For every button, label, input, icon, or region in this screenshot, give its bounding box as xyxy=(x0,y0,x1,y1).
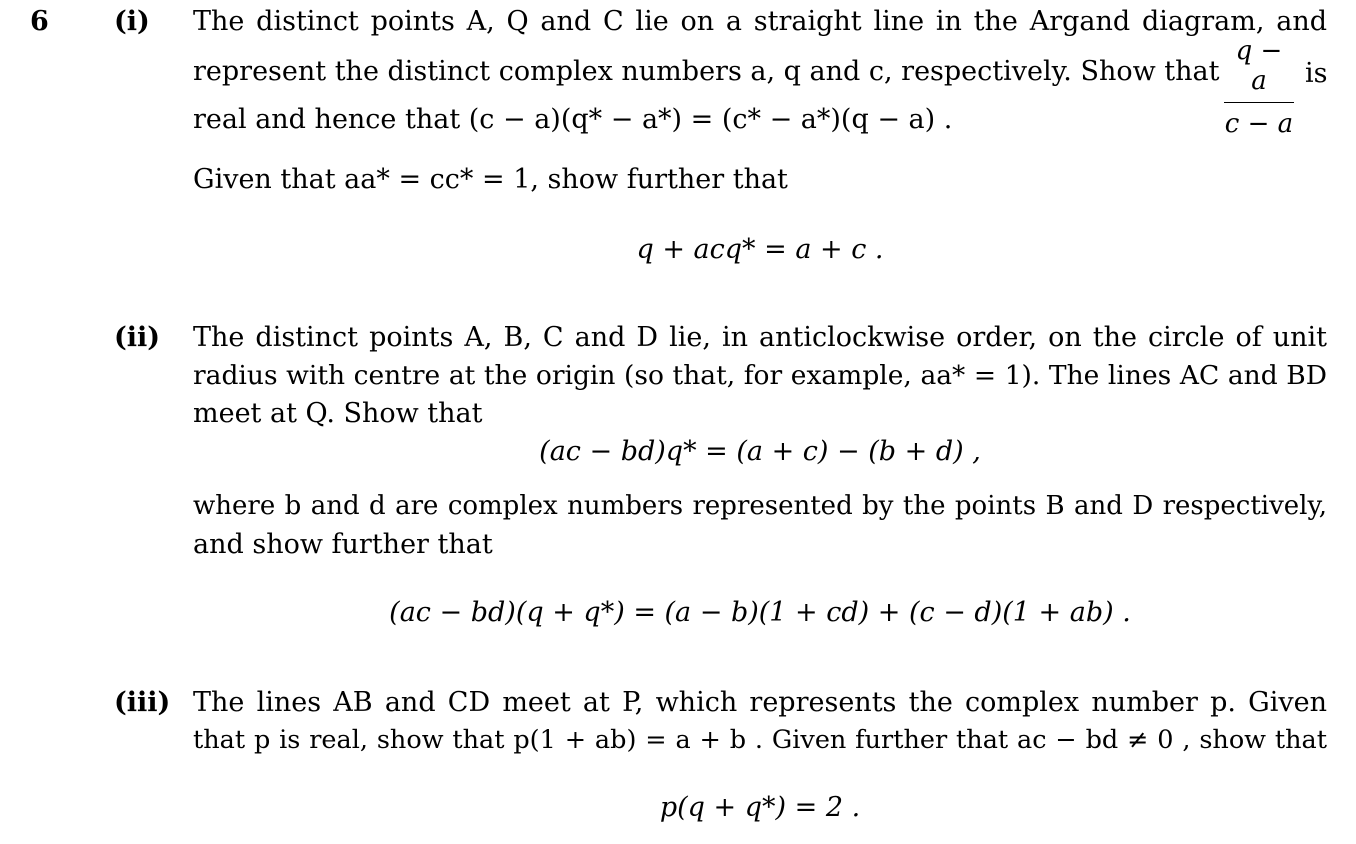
fraction-q-minus-a-over-c-minus-a xyxy=(1224,36,1294,139)
part-ii-line-4: where b and d are complex numbers represented by the points B and D respectively, xyxy=(193,491,1327,521)
part-ii-line-1: The distinct points A, B, C and D lie, in anticlockwise order, on the circle of unit xyxy=(193,322,1327,353)
part-i-label: (i) xyxy=(114,6,150,37)
part-iii-line-2: that p is real, show that p(1 + ab) = a + b . Given further that ac − bd ≠ 0 , show that xyxy=(193,725,1327,755)
part-iii-label: (iii) xyxy=(114,687,171,718)
part-i-line-1: The distinct points A, Q and C lie on a straight line in the Argand diagram, and xyxy=(193,6,1327,37)
part-ii-equation-2: (ac − bd)(q + q*) = (a − b)(1 + cd) + (c − d)(1 + ab) . xyxy=(389,597,1131,628)
part-iii-line-1: The lines AB and CD meet at P, which represents the complex number p. Given xyxy=(193,687,1327,718)
part-i-line-2-end: is xyxy=(1305,58,1328,89)
part-ii-line-5: and show further that xyxy=(193,529,493,560)
part-ii-equation-1: (ac − bd)q* = (a + c) − (b + d) , xyxy=(539,436,981,467)
part-ii-line-3: meet at Q. Show that xyxy=(193,398,483,429)
part-ii-line-2: radius with centre at the origin (so that, for example, aa* = 1). The lines AC and BD xyxy=(193,360,1327,391)
part-i-line-3: real and hence that (c − a)(q* − a*) = (c* − a*)(q − a) . xyxy=(193,104,953,135)
part-i-equation: q + acq* = a + c . xyxy=(636,234,884,265)
fraction-bar xyxy=(1224,102,1294,103)
fraction-denominator: c − a xyxy=(1224,109,1294,139)
question-number: 6 xyxy=(30,6,49,37)
part-iii-equation: p(q + q*) = 2 . xyxy=(659,792,861,823)
part-ii-label: (ii) xyxy=(114,322,161,353)
part-i-line-2: represent the distinct complex numbers a, q and c, respectively. Show that xyxy=(193,56,1220,87)
fraction-numerator: q − a xyxy=(1235,36,1283,96)
part-i-line-4: Given that aa* = cc* = 1, show further that xyxy=(193,164,788,195)
